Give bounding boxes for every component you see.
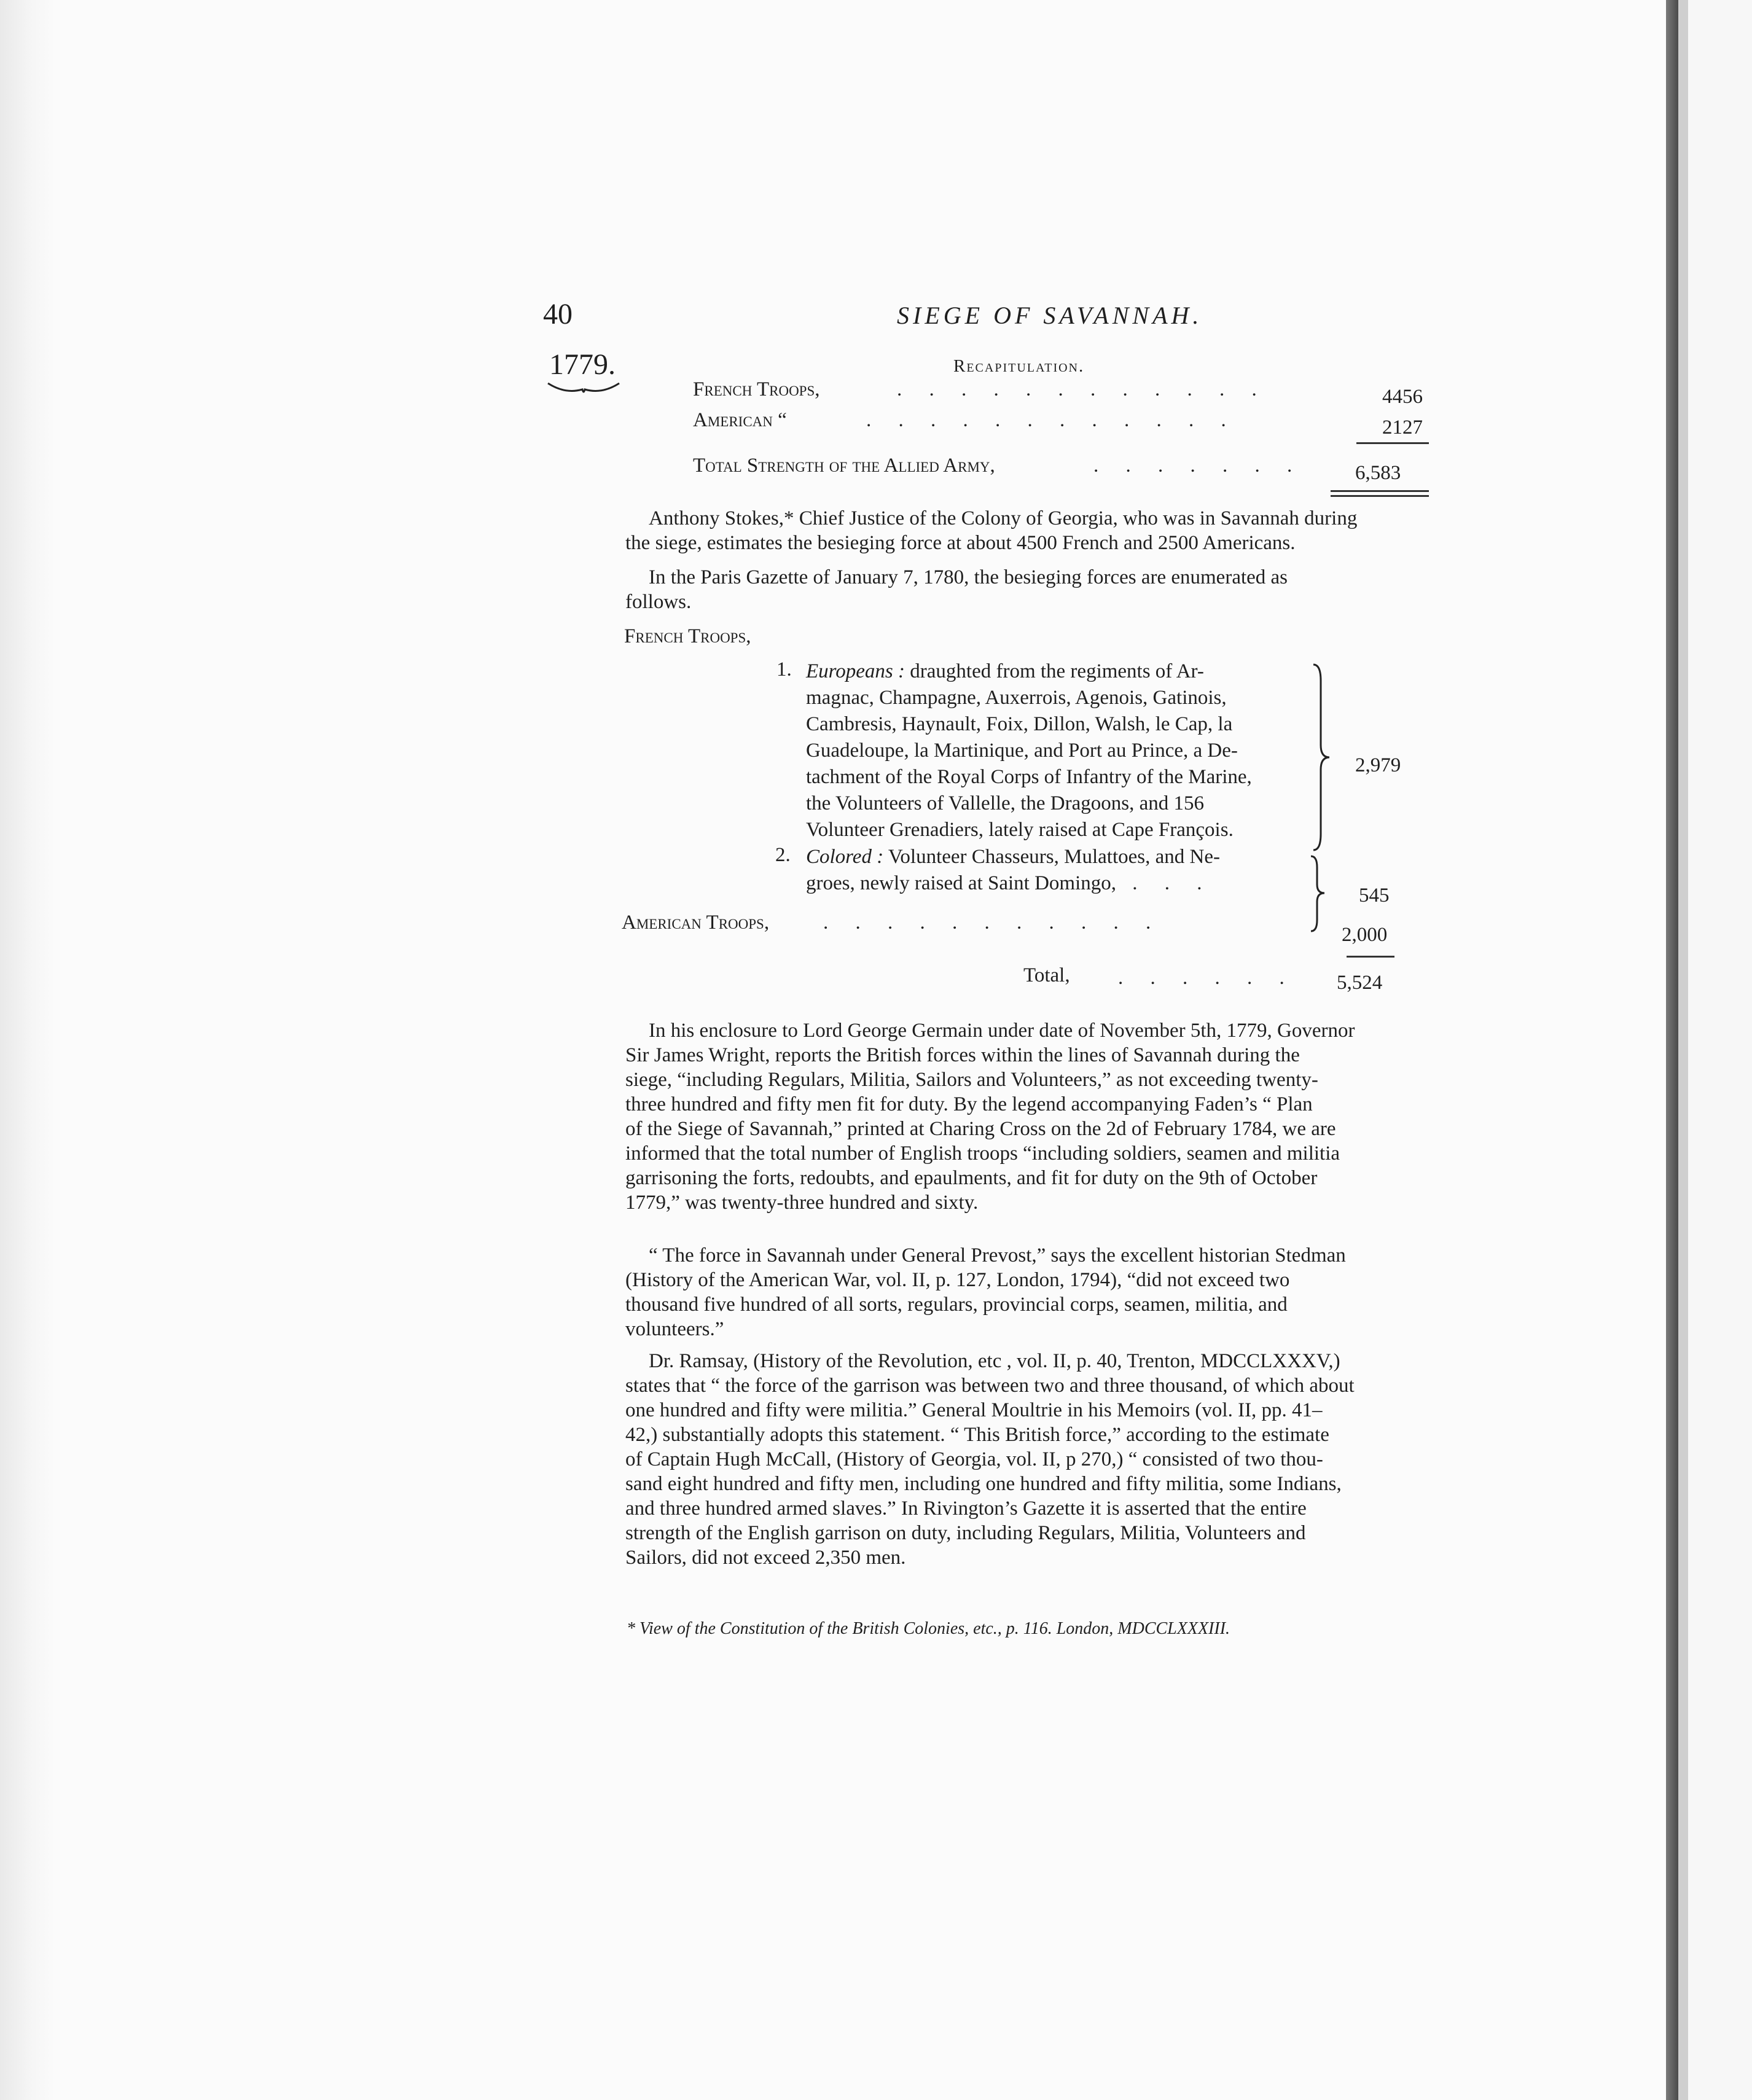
recap-french-label: French Troops, (693, 378, 820, 400)
paragraph-paris-gazette: In the Paris Gazette of January 7, 1780, the besieging forces are enumerated as follows. (625, 566, 1288, 613)
footnote: * View of the Constitution of the British Colonies, etc., p. 116. London, MDCCLXXXIII. (627, 1619, 1230, 1638)
double-rule (1331, 495, 1429, 497)
item2-label: Colored : (806, 846, 884, 868)
item1-number: 1. (776, 658, 792, 681)
next-page-edge (1688, 0, 1752, 2100)
page-edge-shadow (1666, 0, 1678, 2100)
leader-dots: . . . . . . . . . . . (823, 911, 1162, 934)
paragraph-ramsay: Dr. Ramsay, (History of the Revolution, etc , vol. II, p. 40, Trenton, MDCCLXXXV,) states that “ the force of the garrison was between two and three thousand, of which about one hundred and fifty were militia.” General Moultrie in his Memoirs (vol. II, pp. 41– 42,) substantially adopts this statement. “ This British force,” according to the estimate of Captain Hugh McCall, (History of Georgia, vol. II, p 270,) “ consisted of two thou- sand eight hundred and fifty men, including one hundred and fifty militia, some Indians, and three hundred armed slaves.” In Rivington’s Gazette it is asserted that the entire strength of the English garrison on duty, including Regulars, Militia, Volunteers and Sailors, did not exceed 2,350 men. (625, 1350, 1355, 1569)
leader-dots: . . . . . . (1118, 967, 1296, 989)
item1-label: Europeans : (806, 660, 905, 682)
page-edge-gap (1678, 0, 1688, 2100)
sum-rule (1347, 956, 1394, 958)
paris-total-value: 5,524 (1337, 972, 1383, 994)
recap-american-value: 2127 (1382, 416, 1423, 439)
page-number: 40 (543, 298, 573, 330)
margin-year: 1779. (549, 348, 616, 381)
item1-value: 2,979 (1355, 754, 1401, 776)
item1-europeans: Europeans : draughted from the regiments of Ar- magnac, Champagne, Auxerrois, Agenois, Gatinois, Cambresis, Haynault, Foix, Dillon, Walsh, le Cap, la Guadeloupe, la Martinique, and Port au Prince, a De- tachment of the Royal Corps of Infantry of the Marine, the Volunteers of Vallelle, the Dragoons, and 156 Volunteer Grenadiers, lately raised at Cape François. (806, 660, 1252, 841)
item2-colored: Colored : Volunteer Chasseurs, Mulattoes, and Ne- groes, newly raised at Saint Domingo, . . . (806, 846, 1220, 894)
curly-brace-icon (1311, 662, 1333, 853)
sum-rule (1356, 442, 1429, 444)
running-head: SIEGE OF SAVANNAH. (897, 302, 1203, 329)
curly-brace-icon (1308, 854, 1327, 934)
american-troops-heading: American Troops, (622, 911, 770, 934)
recap-total-label: Total Strength of the Allied Army, (693, 455, 995, 477)
french-troops-heading: French Troops, (624, 625, 751, 647)
item2-number: 2. (775, 844, 791, 866)
leader-dots: . . . (1116, 872, 1213, 894)
year-brace-icon (547, 381, 620, 399)
leader-dots: . . . . . . . (1093, 455, 1304, 477)
paragraph-stokes: Anthony Stokes,* Chief Justice of the Colony of Georgia, who was in Savannah during the siege, estimates the besieging force at about 4500 French and 2500 Americans. (625, 507, 1358, 554)
recap-total-value: 6,583 (1355, 462, 1401, 484)
paris-total-label: Total, (1023, 964, 1070, 986)
double-rule (1331, 490, 1429, 492)
recap-american-label: American “ (693, 409, 787, 431)
leader-dots: . . . . . . . . . . . . (866, 409, 1237, 431)
american-troops-value: 2,000 (1342, 924, 1388, 946)
paragraph-stedman: “ The force in Savannah under General Prevost,” says the excellent historian Stedman (History of the American War, vol. II, p. 127, London, 1794), “did not exceed two thousand five hundred of all sorts, regulars, provincial corps, seamen, militia, and volunteers.” (625, 1244, 1346, 1340)
recap-french-value: 4456 (1382, 386, 1423, 408)
item2-value: 545 (1359, 884, 1390, 907)
book-binding-shadow (0, 0, 55, 2100)
paragraph-wright: In his enclosure to Lord George Germain under date of November 5th, 1779, Governor Sir James Wright, reports the British forces within the lines of Savannah during the siege, “including Regulars, Militia, Sailors and Volunteers,” as not exceeding twenty- three hundred and fifty men fit for duty. By the legend accompanying Faden’s “ Plan of the Siege of Savannah,” printed at Charing Cross on the 2d of February 1784, we are informed that the total number of English troops “including soldiers, seamen and militia garrisoning the forts, redoubts, and epaulments, and fit for duty on the 9th of October 1779,” was twenty-three hundred and sixty. (625, 1020, 1355, 1214)
recapitulation-heading: Recapitulation. (953, 356, 1085, 376)
leader-dots: . . . . . . . . . . . . (897, 378, 1268, 400)
